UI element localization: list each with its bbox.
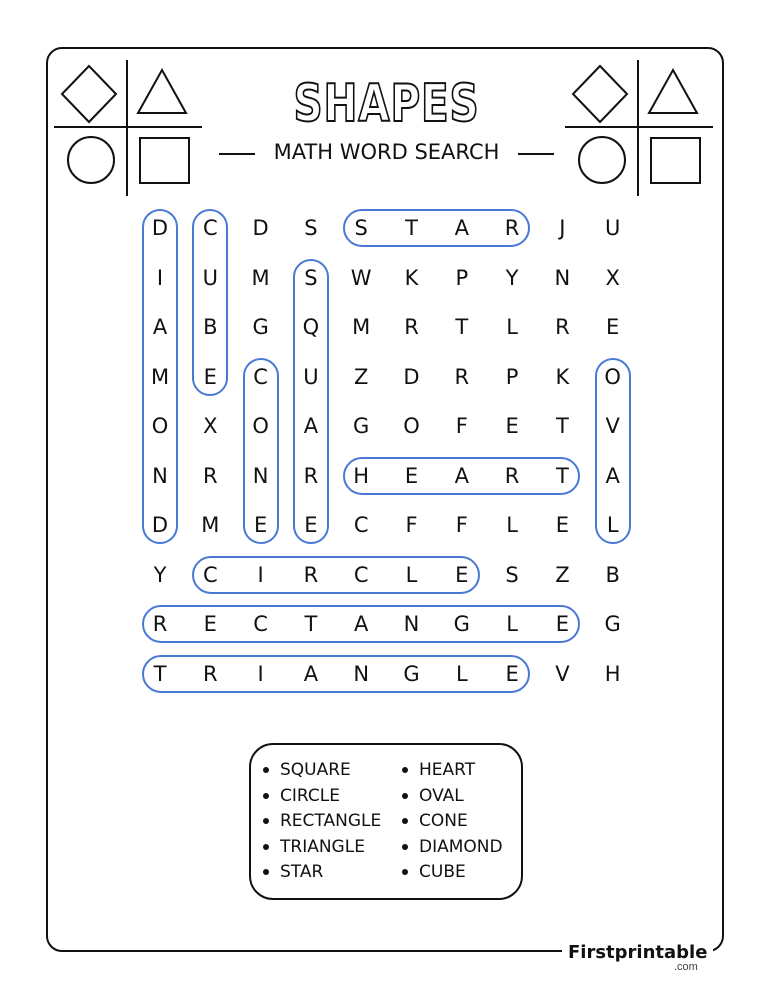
grid-letter: C	[353, 513, 369, 537]
grid-letter: V	[605, 414, 620, 438]
grid-letter: F	[455, 414, 468, 438]
grid-letter: D	[403, 364, 420, 389]
grid-letter: I	[156, 265, 164, 290]
word-list-item: TRIANGLE	[263, 837, 365, 857]
grid-letter: G	[353, 414, 370, 438]
grid-letter: Q	[302, 315, 320, 339]
grid-letter: N	[403, 612, 420, 636]
grid-letter: E	[304, 513, 318, 537]
grid-letter: G	[403, 661, 420, 686]
grid-letter: V	[555, 661, 570, 686]
grid-letter: R	[303, 463, 319, 488]
word-list-item: OVAL	[402, 786, 464, 806]
grid-letter: T	[153, 661, 167, 686]
grid-letter: S	[505, 562, 519, 587]
highlight-square	[293, 259, 329, 545]
grid-letter: E	[203, 612, 217, 636]
grid-letter: P	[505, 364, 519, 389]
grid-letter: U	[303, 364, 319, 389]
grid-letter: T	[405, 216, 418, 240]
grid-letter: L	[606, 513, 619, 537]
grid-letter: M	[251, 265, 270, 290]
brand-suffix: .com	[674, 961, 698, 973]
word-list-item: RECTANGLE	[263, 811, 381, 831]
word-list-item: DIAMOND	[402, 837, 503, 857]
highlight-oval	[595, 358, 631, 545]
page-subtitle: MATH WORD SEARCH	[273, 140, 500, 164]
grid-letter: T	[555, 414, 569, 438]
grid-letter: A	[605, 463, 620, 488]
grid-letter: E	[203, 364, 217, 389]
grid-letter: J	[559, 216, 566, 240]
word-list-item: SQUARE	[263, 760, 351, 780]
grid-letter: C	[353, 562, 369, 587]
grid-letter: R	[454, 364, 470, 389]
grid-letter: L	[506, 315, 518, 339]
grid-letter: N	[353, 661, 370, 686]
highlight-triangle	[142, 655, 530, 693]
grid-letter: R	[203, 661, 218, 686]
grid-letter: T	[304, 612, 318, 636]
grid-letter: A	[354, 612, 369, 636]
grid-letter: L	[506, 612, 518, 636]
grid-letter: D	[151, 216, 169, 240]
grid-letter: N	[554, 265, 571, 290]
grid-letter: E	[253, 513, 268, 537]
grid-letter: S	[304, 216, 318, 240]
grid-letter: T	[555, 463, 569, 488]
grid-letter: A	[303, 414, 319, 438]
grid-letter: D	[151, 513, 169, 537]
grid-letter: M	[150, 364, 170, 389]
grid-letter: K	[404, 265, 419, 290]
grid-letter: D	[252, 216, 269, 240]
word-list-item: CIRCLE	[263, 786, 340, 806]
brand-logo: Firstprintable	[562, 942, 713, 963]
grid-letter: L	[506, 513, 518, 537]
grid-letter: Z	[555, 562, 570, 587]
grid-letter: I	[257, 661, 264, 686]
grid-letter: U	[202, 265, 218, 290]
highlight-rectangle	[142, 605, 580, 643]
grid-letter: Y	[505, 265, 519, 290]
word-list-item: CONE	[402, 811, 468, 831]
grid-letter: F	[455, 513, 468, 537]
grid-letter: R	[504, 463, 520, 488]
grid-letter: S	[354, 216, 368, 240]
grid-letter: R	[404, 315, 419, 339]
grid-letter: X	[203, 414, 218, 438]
grid-letter: W	[350, 265, 372, 290]
grid-letter: B	[605, 562, 620, 587]
grid-letter: B	[203, 315, 218, 339]
grid-letter: R	[203, 463, 218, 488]
grid-letter: U	[605, 216, 621, 240]
grid-letter: L	[405, 562, 418, 587]
grid-letter: O	[604, 364, 621, 389]
grid-letter: X	[605, 265, 620, 290]
grid-letter: T	[455, 315, 469, 339]
grid-letter: N	[252, 463, 269, 488]
grid-letter: I	[257, 562, 264, 587]
grid-letter: L	[455, 661, 468, 686]
highlight-star	[343, 209, 530, 247]
grid-letter: C	[253, 364, 268, 389]
grid-letter: R	[303, 562, 319, 587]
grid-letter: Z	[353, 364, 369, 389]
grid-letter: F	[405, 513, 418, 537]
grid-letter: N	[152, 463, 168, 488]
grid-letter: G	[604, 612, 621, 636]
grid-letter: A	[454, 216, 469, 240]
grid-letter: H	[604, 661, 621, 686]
grid-letter: G	[252, 315, 269, 339]
divider	[518, 153, 554, 155]
grid-letter: E	[606, 315, 620, 339]
grid-letter: H	[353, 463, 370, 488]
grid-letter: O	[252, 414, 269, 438]
grid-letter: A	[303, 661, 319, 686]
page-title: SHAPES	[293, 74, 480, 134]
grid-letter: E	[455, 562, 469, 587]
grid-letter: C	[202, 562, 218, 587]
grid-letter: R	[152, 612, 168, 636]
grid-letter: K	[555, 364, 570, 389]
highlight-circle	[192, 556, 480, 594]
word-list-item: CUBE	[402, 862, 466, 882]
grid-letter: E	[505, 414, 519, 438]
grid-letter: O	[403, 414, 420, 438]
word-list-item: HEART	[402, 760, 475, 780]
grid-letter: P	[455, 265, 469, 290]
highlight-cone	[243, 358, 279, 545]
highlight-heart	[343, 457, 580, 495]
highlight-diamond	[142, 209, 178, 544]
grid-letter: E	[404, 463, 419, 488]
grid-letter: G	[453, 612, 470, 636]
grid-letter: R	[555, 315, 570, 339]
grid-letter: C	[202, 216, 218, 240]
grid-letter: M	[201, 513, 220, 537]
grid-letter: S	[304, 265, 318, 290]
grid-letter: Y	[153, 562, 167, 587]
grid-letter: E	[505, 661, 519, 686]
grid-letter: C	[253, 612, 268, 636]
word-list-item: STAR	[263, 862, 323, 882]
grid-letter: M	[352, 315, 371, 339]
highlight-cube	[192, 209, 228, 396]
grid-letter: E	[555, 513, 570, 537]
grid-letter: A	[152, 315, 168, 339]
grid-letter: A	[454, 463, 469, 488]
grid-letter: O	[151, 414, 169, 438]
grid-letter: E	[555, 612, 570, 636]
grid-letter: R	[504, 216, 520, 240]
